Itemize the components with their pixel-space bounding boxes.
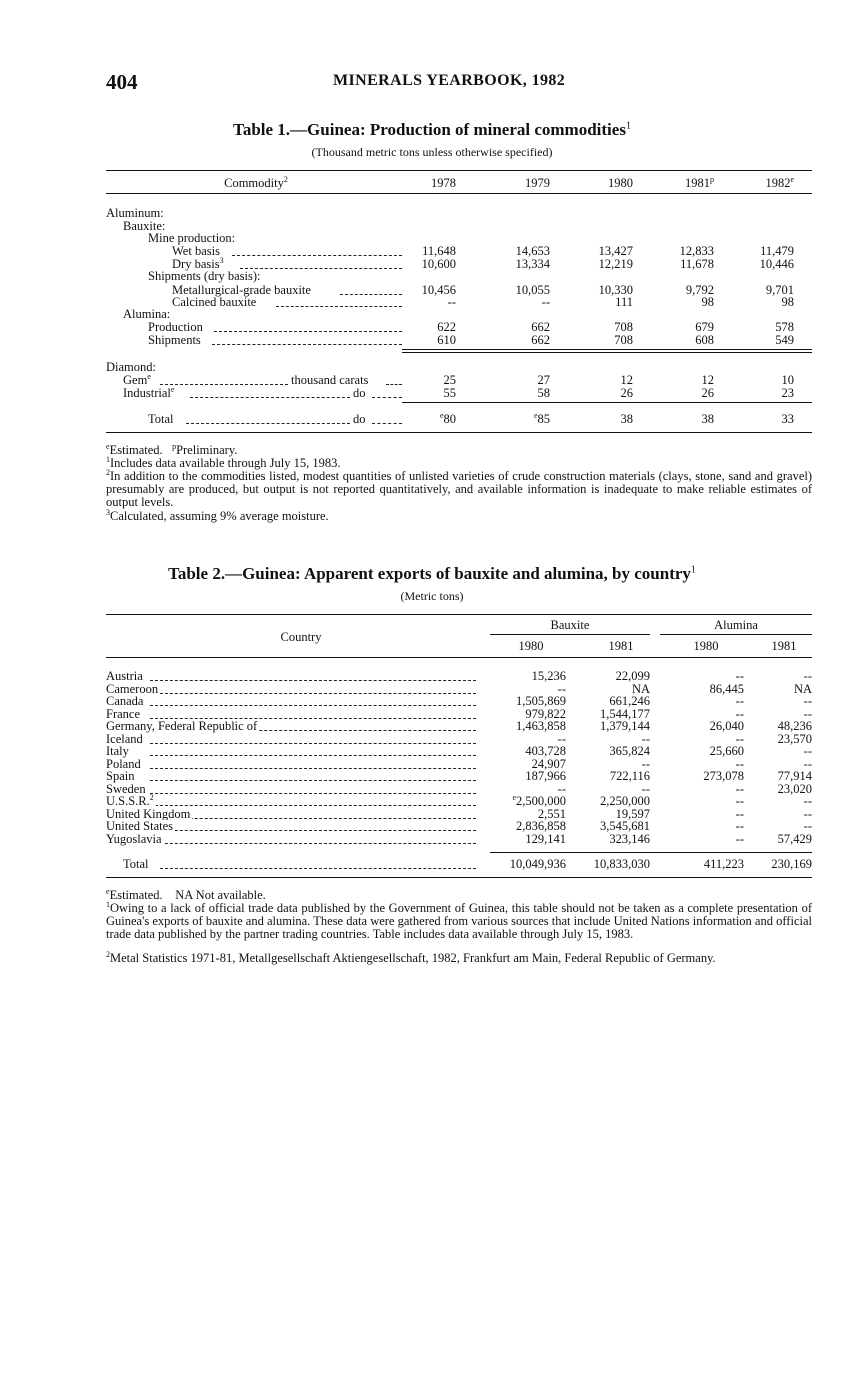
- table1-cell-metallurgical: 9,792: [685, 283, 714, 297]
- table2-cell: 2,250,000: [600, 794, 650, 808]
- table1-cell-wet-basis: 11,648: [422, 244, 456, 258]
- label-gem: Gem$^e$: [123, 371, 151, 387]
- table2-title: Table 2.—Guinea: Apparent exports of bauxite and alumina, by country$^1$: [168, 564, 696, 583]
- table2-cell: --: [803, 756, 812, 771]
- table2-cell: 273,078: [703, 769, 744, 783]
- label-aluminum: Aluminum:: [106, 206, 164, 220]
- dot-leader: [186, 423, 350, 424]
- table1-cell-gem: 12: [701, 373, 714, 387]
- table2-col-year: 1981: [771, 639, 797, 653]
- table2-cell: --: [803, 806, 812, 821]
- label-diamond: Diamond:: [106, 360, 156, 374]
- table1-cell-gem: 12: [620, 373, 633, 387]
- table2-col-country: Country: [280, 630, 322, 644]
- table2-subtitle: (Metric tons): [400, 589, 464, 603]
- dot-leader: [232, 255, 402, 256]
- table1-cell-calcined: --: [541, 295, 550, 309]
- table1-col-year: 1980: [608, 176, 633, 190]
- table2-bottom-rule: [106, 877, 812, 878]
- table2-cell: NA: [793, 681, 812, 696]
- table2-cell: --: [803, 819, 812, 833]
- dot-leader: [160, 868, 476, 869]
- table2-cell: --: [803, 669, 812, 683]
- label-industrial: Industrial$^e$: [123, 384, 175, 400]
- table1-cell-total: 33: [781, 412, 794, 426]
- table1-cell-metallurgical: 10,456: [421, 283, 456, 297]
- table2-cell: 365,824: [609, 744, 650, 758]
- dot-leader: [150, 793, 476, 794]
- label-production: Production: [148, 320, 203, 334]
- table2-cell: --: [735, 756, 744, 771]
- table2-cell: 26,040: [709, 719, 744, 733]
- table2-cell: --: [641, 731, 650, 746]
- dot-leader: [150, 780, 476, 781]
- table2-cell: 323,146: [609, 831, 650, 846]
- table2-cell: --: [735, 669, 744, 683]
- table2-total-cell: 10,833,030: [593, 857, 650, 871]
- table2-footnote-abbrev: $^e$Estimated. NA Not available.: [106, 886, 266, 902]
- table1-footnote-2: $^2$In addition to the commodities listed, modest quantities of unlisted varieties of crude construction materials (clays, stone, sand and gravel) presumably are produced, but output is not reported quantitatively, and available information is inadequate to make reliable estimates of output levels.: [106, 467, 812, 509]
- table2-country-label: Poland: [106, 756, 141, 771]
- table2-country-label: United Kingdom: [106, 806, 191, 821]
- table1-cell-total: 38: [620, 412, 633, 426]
- table2-country-label: Iceland: [106, 731, 143, 746]
- table2-group-rule: [660, 634, 812, 635]
- table2-country-label: Spain: [106, 769, 135, 783]
- table1-cell-wet-basis: 12,833: [679, 244, 714, 258]
- table2-country-label: Germany, Federal Republic of: [106, 719, 258, 733]
- table1-cell-dry-basis: 11,678: [680, 257, 714, 271]
- table2-col-year: 1981: [608, 639, 634, 653]
- label-do: do: [353, 386, 366, 400]
- table1-cell-alumina-production: 622: [437, 320, 456, 334]
- table1-cell-wet-basis: 14,653: [515, 244, 550, 258]
- table2-cell: 1,544,177: [600, 706, 650, 721]
- table2-cell: 3,545,681: [600, 819, 650, 833]
- label-shipments-dry: Shipments (dry basis):: [148, 269, 261, 283]
- table2-cell: 24,907: [531, 756, 566, 771]
- table2-cell: --: [803, 794, 812, 808]
- label-wet-basis: Wet basis: [172, 244, 220, 258]
- table1-subtotal-rule: [402, 352, 812, 353]
- label-mine-production: Mine production:: [148, 231, 236, 245]
- table1-cell-wet-basis: 13,427: [598, 244, 633, 258]
- table1-col-commodity: Commodity$^2$: [224, 174, 288, 190]
- table1-col-year: 1978: [431, 176, 456, 190]
- table1-col-year: 1981$^p$: [685, 174, 714, 190]
- table1-cell-calcined: 111: [615, 295, 633, 309]
- table2-cell: 187,966: [525, 769, 566, 783]
- table1-cell-dry-basis: 12,219: [598, 257, 633, 271]
- table2-country-label: Sweden: [106, 781, 146, 796]
- table1-cell-wet-basis: 11,479: [760, 244, 794, 258]
- table1-top-rule: [106, 170, 812, 171]
- table2-footnote-1: $^1$Owing to a lack of official trade data published by the Government of Guinea, this table should not be taken as a complete presentation of Guinea's exports of bauxite and alumina. These data were gathered from various sources that include United Nations information and official trade data published by the partner trading countries. Table includes data available through July 15, 1983.: [106, 899, 812, 941]
- page-number: 404: [106, 70, 138, 94]
- table2-top-rule: [106, 614, 812, 615]
- dot-leader: [240, 268, 402, 269]
- table2-country-label: United States: [106, 819, 174, 833]
- table2-cell: --: [641, 756, 650, 771]
- table2-cell: 22,099: [615, 669, 650, 683]
- table2-title-footnote-mark: 1: [690, 564, 696, 576]
- dot-leader: [372, 423, 402, 424]
- table2-country-label: Yugoslavia: [106, 831, 162, 846]
- running-head: MINERALS YEARBOOK, 1982: [333, 72, 566, 89]
- table2-total-cell: 10,049,936: [509, 857, 566, 871]
- table2-total-cell: 230,169: [771, 857, 812, 871]
- table2-cell: 23,570: [777, 731, 812, 746]
- table2-cell: --: [803, 694, 812, 708]
- dot-leader: [214, 331, 402, 332]
- table1-cell-industrial: 26: [620, 386, 633, 400]
- table2-cell: 77,914: [777, 769, 812, 783]
- label-dry-basis: Dry basis$^3$: [172, 255, 224, 271]
- table1-cell-total: $^e$85: [533, 410, 550, 426]
- table2-total-rule: [490, 852, 812, 853]
- table2-country-label: U.S.S.R.$^2$: [106, 792, 154, 808]
- table1-cell-alumina-shipments: 662: [531, 333, 550, 347]
- table2-country-label: Canada: [106, 694, 144, 708]
- table2-cell: 1,505,869: [516, 694, 566, 708]
- table1-cell-metallurgical: 10,055: [515, 283, 550, 297]
- table1-title: Table 1.—Guinea: Production of mineral commodities$^1$: [233, 120, 631, 139]
- table1-cell-industrial: 58: [537, 386, 550, 400]
- table2-footnote-2: $^2$Metal Statistics 1971-81, Metallgesellschaft Aktiengesellschaft, 1982, Frankfurt am Main, Federal Republic of Germany.: [106, 949, 716, 965]
- table1-cell-alumina-production: 679: [695, 320, 714, 334]
- table1-cell-industrial: 26: [701, 386, 714, 400]
- table2-cell: --: [803, 706, 812, 721]
- dot-leader: [150, 755, 476, 756]
- table2-cell: --: [557, 681, 566, 696]
- dot-leader: [150, 743, 476, 744]
- table2-cell: --: [735, 831, 744, 846]
- dot-leader: [276, 306, 402, 307]
- table1-cell-total: 38: [701, 412, 714, 426]
- table1-cell-dry-basis: 10,600: [421, 257, 456, 271]
- label-metallurgical: Metallurgical-grade bauxite: [172, 283, 311, 297]
- label-gem-unit: thousand carats: [291, 373, 369, 387]
- table1-footnote-1: $^1$Includes data available through July 15, 1983.: [106, 454, 341, 470]
- table1-cell-alumina-production: 578: [775, 320, 794, 334]
- label-shipments: Shipments: [148, 333, 201, 347]
- table1-cell-metallurgical: 10,330: [598, 283, 633, 297]
- table2-cell: --: [735, 781, 744, 796]
- table2-cell: 19,597: [615, 806, 650, 821]
- label-bauxite: Bauxite:: [123, 219, 166, 233]
- table1-col-year: 1982e: [765, 174, 794, 190]
- table2-cell: --: [803, 744, 812, 758]
- dot-leader: [150, 680, 476, 681]
- table1-header-rule: [106, 193, 812, 194]
- table1-cell-alumina-shipments: 610: [437, 333, 456, 347]
- table2-country-label: Cameroon: [106, 681, 159, 696]
- table2-cell: --: [735, 806, 744, 821]
- dot-leader: [150, 818, 476, 819]
- table1-cell-gem: 25: [443, 373, 456, 387]
- dot-leader: [150, 693, 476, 694]
- table2-header-rule: [106, 657, 812, 658]
- table2-cell: 86,445: [709, 681, 744, 696]
- table2-cell: --: [641, 781, 650, 796]
- table2-cell: --: [557, 731, 566, 746]
- dot-leader: [150, 843, 476, 844]
- table2-cell: --: [557, 781, 566, 796]
- dot-leader: [150, 768, 476, 769]
- table2-cell: $^e$2,500,000: [512, 792, 566, 808]
- table1-total-rule: [402, 402, 812, 403]
- table2-col-year: 1980: [518, 639, 544, 653]
- dot-leader: [212, 344, 402, 345]
- table1-cell-dry-basis: 13,334: [515, 257, 550, 271]
- dot-leader: [190, 397, 350, 398]
- table1-cell-alumina-shipments: 549: [775, 333, 794, 347]
- label-total: Total: [148, 412, 174, 426]
- table2-cell: NA: [631, 681, 650, 696]
- table2-cell: --: [735, 794, 744, 808]
- table1-cell-calcined: --: [447, 295, 456, 309]
- table1-cell-gem: 10: [781, 373, 794, 387]
- table2-cell: 2,551: [537, 806, 566, 821]
- table2-cell: 57,429: [777, 831, 812, 846]
- table2-cell: 48,236: [777, 719, 812, 733]
- dot-leader: [150, 705, 476, 706]
- table2-cell: 722,116: [609, 769, 650, 783]
- table2-group-rule: [490, 634, 650, 635]
- table2-cell: --: [735, 694, 744, 708]
- table2-cell: 15,236: [531, 669, 566, 683]
- table2-cell: 2,836,858: [516, 819, 566, 833]
- table2-country-label: Italy: [106, 744, 129, 758]
- table2-cell: 661,246: [609, 694, 650, 708]
- table1-cell-alumina-shipments: 708: [614, 333, 633, 347]
- table1-cell-alumina-production: 708: [614, 320, 633, 334]
- table2-cell: --: [735, 706, 744, 721]
- table1-subtotal-rule: [402, 349, 812, 350]
- table1-cell-alumina-shipments: 608: [695, 333, 714, 347]
- table1-title-footnote-mark: 1: [625, 120, 631, 132]
- table1-cell-calcined: 98: [781, 295, 794, 309]
- table1-bottom-rule: [106, 432, 812, 433]
- table2-country-label: France: [106, 706, 141, 721]
- table1-cell-industrial: 23: [781, 386, 794, 400]
- table1-cell-metallurgical: 9,701: [765, 283, 794, 297]
- label-alumina: Alumina:: [123, 307, 171, 321]
- table1-cell-gem: 27: [537, 373, 550, 387]
- table1-subtitle: (Thousand metric tons unless otherwise specified): [311, 145, 553, 159]
- table2-country-label: Austria: [106, 669, 143, 683]
- table1-cell-dry-basis: 10,446: [759, 257, 794, 271]
- table2-cell: 1,379,144: [600, 719, 650, 733]
- table1-col-year: 1979: [525, 176, 550, 190]
- table2-cell: 1,463,858: [516, 719, 566, 733]
- table2-cell: 25,660: [709, 744, 744, 758]
- table2-cell: 23,020: [777, 781, 812, 796]
- table1-cell-total: $^e$80: [439, 410, 456, 426]
- table2-total-cell: 411,223: [703, 857, 744, 871]
- table2-col-year: 1980: [693, 639, 719, 653]
- dot-leader: [150, 830, 476, 831]
- table2-total-label: Total: [123, 857, 149, 871]
- table2-cell: 403,728: [525, 744, 566, 758]
- table1-cell-industrial: 55: [443, 386, 456, 400]
- table1-footnote-abbrev: $^e$Estimated. $^p$Preliminary.: [106, 441, 238, 457]
- table2-group-bauxite: Bauxite: [550, 618, 590, 632]
- dot-leader: [150, 805, 476, 806]
- dot-leader: [386, 384, 402, 385]
- table1-cell-alumina-production: 662: [531, 320, 550, 334]
- table2-cell: 979,822: [525, 706, 566, 721]
- table1-cell-calcined: 98: [701, 295, 714, 309]
- label-total-do: do: [353, 412, 366, 426]
- table2-cell: --: [735, 819, 744, 833]
- label-calcined: Calcined bauxite: [172, 295, 257, 309]
- dot-leader: [160, 384, 288, 385]
- table1-footnote-3: $^3$Calculated, assuming 9% average moisture.: [106, 507, 329, 523]
- table2-cell: --: [735, 731, 744, 746]
- table2-cell: 129,141: [525, 831, 566, 846]
- dot-leader: [372, 397, 402, 398]
- table2-group-alumina: Alumina: [714, 618, 758, 632]
